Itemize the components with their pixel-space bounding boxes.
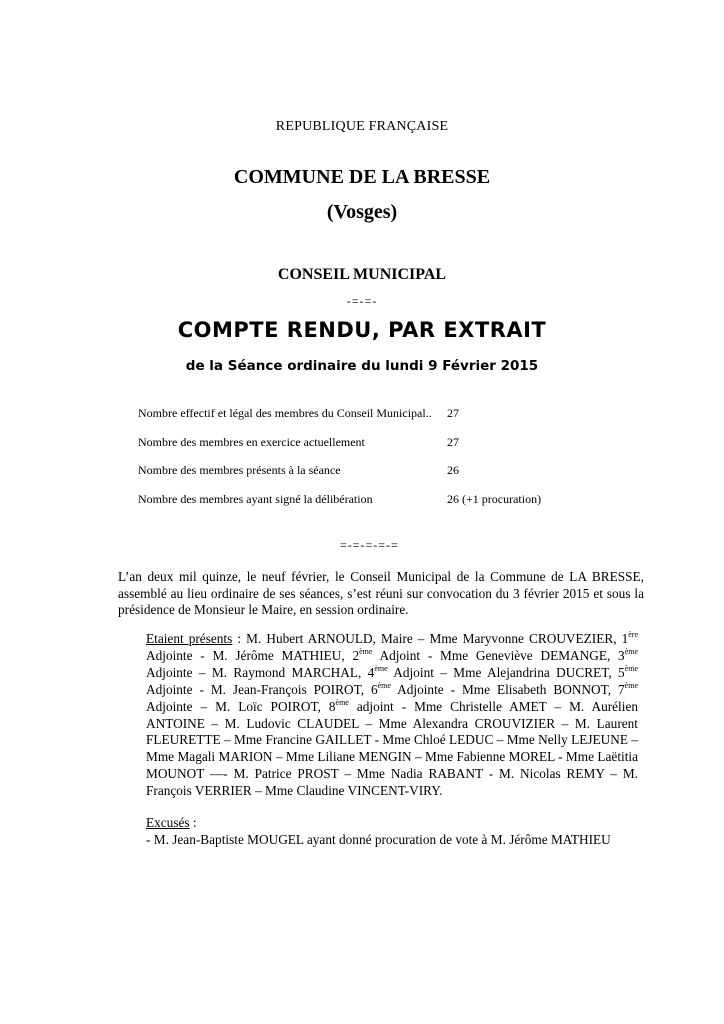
conseil-heading: CONSEIL MUNICIPAL [277, 266, 447, 283]
separator-middle: =-=-=-=-= [340, 538, 399, 552]
presents-text: Adjointe - M. Jérôme MATHIEU, 2 [146, 647, 360, 663]
stat-value: 26 [447, 463, 459, 477]
presents-text: Adjoint – Mme Alejandrina DUCRET, 5 [387, 664, 625, 680]
stat-value: 27 [447, 406, 459, 420]
departement-title: (Vosges) [326, 201, 398, 223]
stat-row [138, 463, 658, 492]
separator-top: -=-=- [346, 294, 378, 308]
presents-paragraph [146, 631, 638, 800]
stat-row [138, 406, 658, 435]
ordinal-sup: ème [359, 646, 373, 656]
presents-text: Adjointe – M. Loïc POIROT, 8 [146, 698, 336, 714]
stat-row [138, 492, 658, 521]
presents-text: Adjoint - Mme Geneviève DEMANGE, 3 [372, 647, 625, 663]
stat-label: Nombre des membres présents à la séance [138, 463, 341, 477]
presents-text: Adjointe – M. Raymond MARCHAL, 4 [146, 664, 375, 680]
presents-colon: : [232, 631, 247, 646]
republique-heading: REPUBLIQUE FRANÇAISE [275, 119, 449, 134]
ordinal-sup: ème [624, 680, 638, 690]
presents-text: adjoint - Mme Christelle AMET – M. Aurélien ANTOINE – M. Ludovic CLAUDEL – Mme Alexandra CROUVIZIER – M. Laurent FLEURETTE – Mme Francine GAILLET - Mme Chloé LEDUC – Mme Nelly LEJEUNE – Mme Magali MARION – Mme Liliane MENGIN – Mme Fabienne MOREL - Mme Laëtitia MOUNOT —- M. Patrice PROST – Mme Nadia RABANT - M. Nicolas REMY – M. François VERRIER – Mme Claudine VINCENT-VIRY. [146, 698, 638, 799]
intro-paragraph: L’an deux mil quinze, le neuf février, le Conseil Municipal de la Commune de LA BRESSE, assemblé au lieu ordinaire de ses séances, s’est réuni sur convocation du 3 février 2015 et sous la présidence de Monsieur le Maire, en session ordinaire. [118, 569, 644, 617]
ordinal-sup: ème [335, 697, 349, 707]
stat-label: Nombre effectif et légal des membres du Conseil Municipal.. [138, 406, 432, 420]
compte-rendu-title: COMPTE RENDU, PAR EXTRAIT [177, 318, 547, 342]
ordinal-sup: ème [374, 663, 388, 673]
excuses-line: - M. Jean-Baptiste MOUGEL ayant donné procuration de vote à M. Jérôme MATHIEU [146, 831, 611, 847]
seance-subtitle: de la Séance ordinaire du lundi 9 Février 2015 [185, 358, 539, 374]
presents-text: Adjointe - Mme Elisabeth BONNOT, 7 [390, 681, 625, 697]
member-stats [138, 406, 658, 520]
ordinal-sup: ème [377, 680, 391, 690]
stat-label: Nombre des membres en exercice actuellement [138, 434, 365, 449]
presents-text: M. Hubert ARNOULD, Maire – Mme Maryvonne CROUVEZIER, 1 [246, 631, 629, 646]
excuses-section [146, 815, 646, 849]
ordinal-sup: ème [624, 646, 639, 656]
stat-value: 26 (+1 procuration) [447, 491, 542, 506]
ordinal-sup: ème [624, 663, 638, 673]
presents-heading: Etaient présents [146, 631, 233, 646]
ordinal-sup: ère [628, 630, 639, 639]
presents-text: Adjointe - M. Jean-François POIROT, 6 [146, 681, 378, 697]
excuses-heading: Excusés [146, 815, 190, 830]
excuses-colon: : [189, 815, 197, 830]
stat-row [138, 435, 658, 464]
stat-value: 27 [447, 434, 459, 449]
commune-title: COMMUNE DE LA BRESSE [233, 166, 491, 188]
stat-label: Nombre des membres ayant signé la délibération [138, 491, 373, 506]
